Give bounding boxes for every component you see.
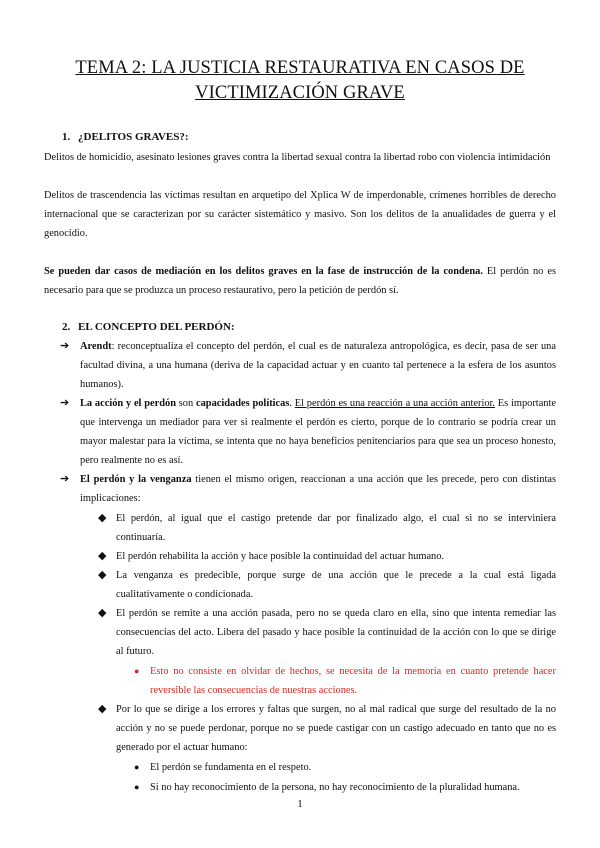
diamond-item-5: Por lo que se dirige a los errores y faltas que surgen, no al mal radical que surge del resultado de la no acción y no se puede perdonar, porque no se puede castigar con un castigo adecuado en tanto que no es generado por el actuar humano: [116,704,556,753]
arendt-rest: : reconceptualiza el concepto del perdón, el cual es de naturaleza antropológica, es decir, pasa de ser una facultad divina, a una humana (deriva de la capacidad actuar y en cuanto tal pertenece a la esfera de los asuntos humanos). [80,341,556,390]
revenge-bold: El perdón y la venganza [80,474,192,485]
arrow-item-revenge [80,470,556,508]
diamond-item-2: El perdón rehabilita la acción y hace posible la continuidad del actuar humano. [116,551,445,562]
diamond-bullet-icon: ◆ [98,607,107,619]
arrow-icon: ➔ [60,340,70,352]
red-note: Esto no consiste en olvidar de hechos, se necesita de la memoria en cuanto pretende hacer reversible las consecuencias de nuestras acciones. [150,666,556,696]
document-title [40,56,560,106]
bullet-item-recognition: Si no hay reconocimiento de la persona, no hay reconocimiento de la pluralidad humana. [150,782,520,793]
section-1-heading [62,131,189,143]
diamond-item-4: El perdón se remite a una acción pasada, pero no se queda claro en ella, sino que intenta remediar las consecuencias del acto. Libera del pasado y hace posible la continuidad de la acción con lo que se dirige al futuro. [116,608,556,657]
diamond-bullet-icon: ◆ [98,550,107,562]
title-line-2: VICTIMIZACIÓN GRAVE [195,83,405,103]
section-1-number: 1. [62,131,71,143]
round-bullet-icon: ● [134,762,140,772]
bullet-item-respect: El perdón se fundamenta en el respeto. [150,762,312,773]
political-bold-2: capacidades políticas [195,398,290,409]
diamond-bullet-icon: ◆ [98,703,107,715]
arrow-icon: ➔ [60,473,70,485]
mediation-bold: Se pueden dar casos de mediación en los delitos graves en la fase de instrucción de la condena. [44,266,483,277]
political-mid: son [175,398,196,409]
mediation-rest: El perdón no es necesario para que se produzca un proceso restaurativo, pero la petición de perdón sí. [44,266,556,296]
arendt-bold: Arendt [80,341,112,352]
diamond-bullet-icon: ◆ [98,512,107,524]
paragraph-transcendence: Delitos de trascendencia las víctimas resultan en arquetipo del Xplica W de imperdonable, crímenes horribles de derecho internacional que se caracterizan por su carácter sistemático y masivo. Son los delitos de la anualidades de guerra y el genocidio. [44,190,556,239]
title-line-1: TEMA 2: LA JUSTICIA RESTAURATIVA EN CASOS DE [75,58,525,78]
diamond-bullet-icon: ◆ [98,569,107,581]
section-1-title: ¿DELITOS GRAVES?: [78,131,189,143]
paragraph-crimes: Delitos de homicidio, asesinato lesiones graves contra la libertad sexual contra la libertad robo con violencia intimidación [44,152,551,163]
arrow-icon: ➔ [60,397,70,409]
political-underline: El perdón es una reacción a una acción anterior. [294,398,496,409]
paragraph-mediation [44,262,556,300]
section-2-title: EL CONCEPTO DEL PERDÓN: [78,321,235,333]
round-bullet-icon: ● [134,782,140,792]
section-2-heading [62,321,235,333]
arrow-item-political [80,394,556,470]
section-2-number: 2. [62,321,71,333]
diamond-item-3: La venganza es predecible, porque surge de una acción que le precede a la cual está ligada cualitativamente o condicionada. [116,570,556,600]
arrow-item-arendt [80,337,556,394]
political-sep: . [289,398,295,409]
page-number: 1 [297,798,303,810]
revenge-rest: tienen el mismo origen, reaccionan a una acción que les precede, pero con distintas implicaciones: [80,474,556,504]
political-rest: Es importante que intervenga un mediador para ver si realmente el perdón es cierto, porque de lo contrario se podría crear un mayor malestar para la víctima, se intenta que no haya beneficios penitenciarios para que sea un proceso honesto, pero realmente no es así. [80,398,556,466]
red-bullet-icon: ● [134,666,140,676]
political-bold-1: La acción y el perdón [80,398,176,409]
diamond-item-1: El perdón, al igual que el castigo pretende dar por finalizado algo, el cual si no se interviniera continuaría. [116,513,556,543]
